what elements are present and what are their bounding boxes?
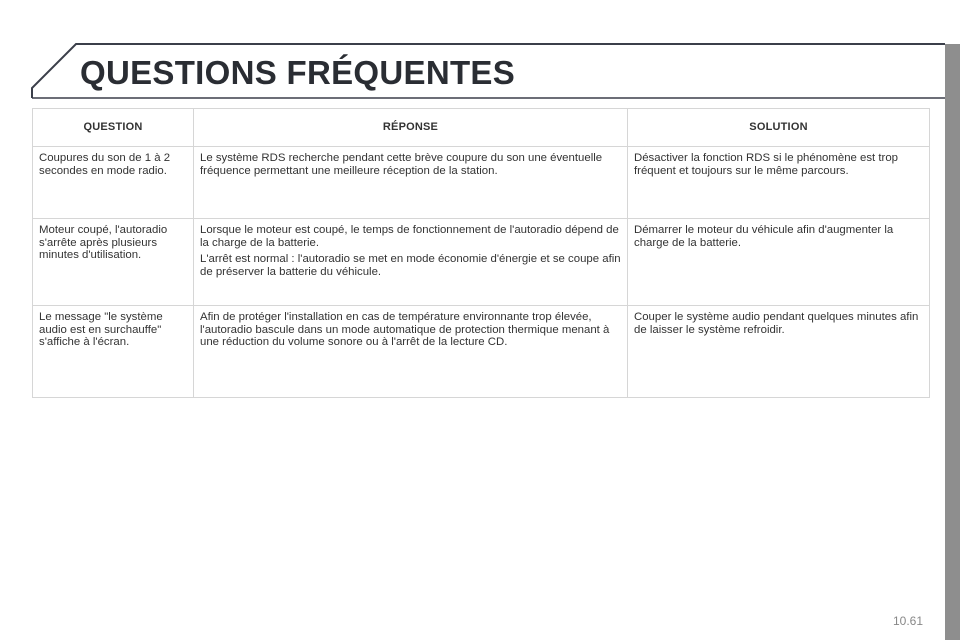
- question-cell: Coupures du son de 1 à 2 secondes en mode radio.: [33, 147, 194, 219]
- table-header-row: [33, 109, 930, 147]
- page-title: QUESTIONS FRÉQUENTES: [80, 54, 516, 91]
- question-cell: Moteur coupé, l'autoradio s'arrête après plusieurs minutes d'utilisation.: [33, 219, 194, 306]
- column-header-solution: SOLUTION: [628, 109, 930, 147]
- faq-table: [32, 108, 930, 398]
- answer-text: Lorsque le moteur est coupé, le temps de fonctionnement de l'autoradio dépend de la charge de la batterie.: [200, 224, 619, 249]
- title-banner: [0, 0, 960, 110]
- table-row: [33, 306, 930, 398]
- answer-cell: [194, 219, 628, 306]
- column-header-answer: RÉPONSE: [194, 109, 628, 147]
- page-number: 10.61: [893, 614, 924, 628]
- solution-cell: Couper le système audio pendant quelques minutes afin de laisser le système refroidir.: [628, 306, 930, 398]
- solution-cell: Désactiver la fonction RDS si le phénomène est trop fréquent et toujours sur le même parcours.: [628, 147, 930, 219]
- side-bar: [945, 44, 960, 640]
- table-row: [33, 147, 930, 219]
- answer-text: Le système RDS recherche pendant cette brève coupure du son une éventuelle fréquence permettant une meilleure réception de la station.: [200, 152, 603, 177]
- column-header-question: QUESTION: [33, 109, 194, 147]
- answer-text: Afin de protéger l'installation en cas de température environnante trop élevée, l'autoradio bascule dans un mode automatique de protection thermique menant à une réduction du volume sonore ou à l'arrêt de la lecture CD.: [200, 311, 610, 348]
- answer-cell: [194, 306, 628, 398]
- answer-cell: [194, 147, 628, 219]
- answer-text: L'arrêt est normal : l'autoradio se met en mode économie d'énergie et se coupe afin de préserver la batterie du véhicule.: [200, 253, 621, 278]
- solution-cell: Démarrer le moteur du véhicule afin d'augmenter la charge de la batterie.: [628, 219, 930, 306]
- table-row: [33, 219, 930, 306]
- question-cell: Le message "le système audio est en surchauffe" s'affiche à l'écran.: [33, 306, 194, 398]
